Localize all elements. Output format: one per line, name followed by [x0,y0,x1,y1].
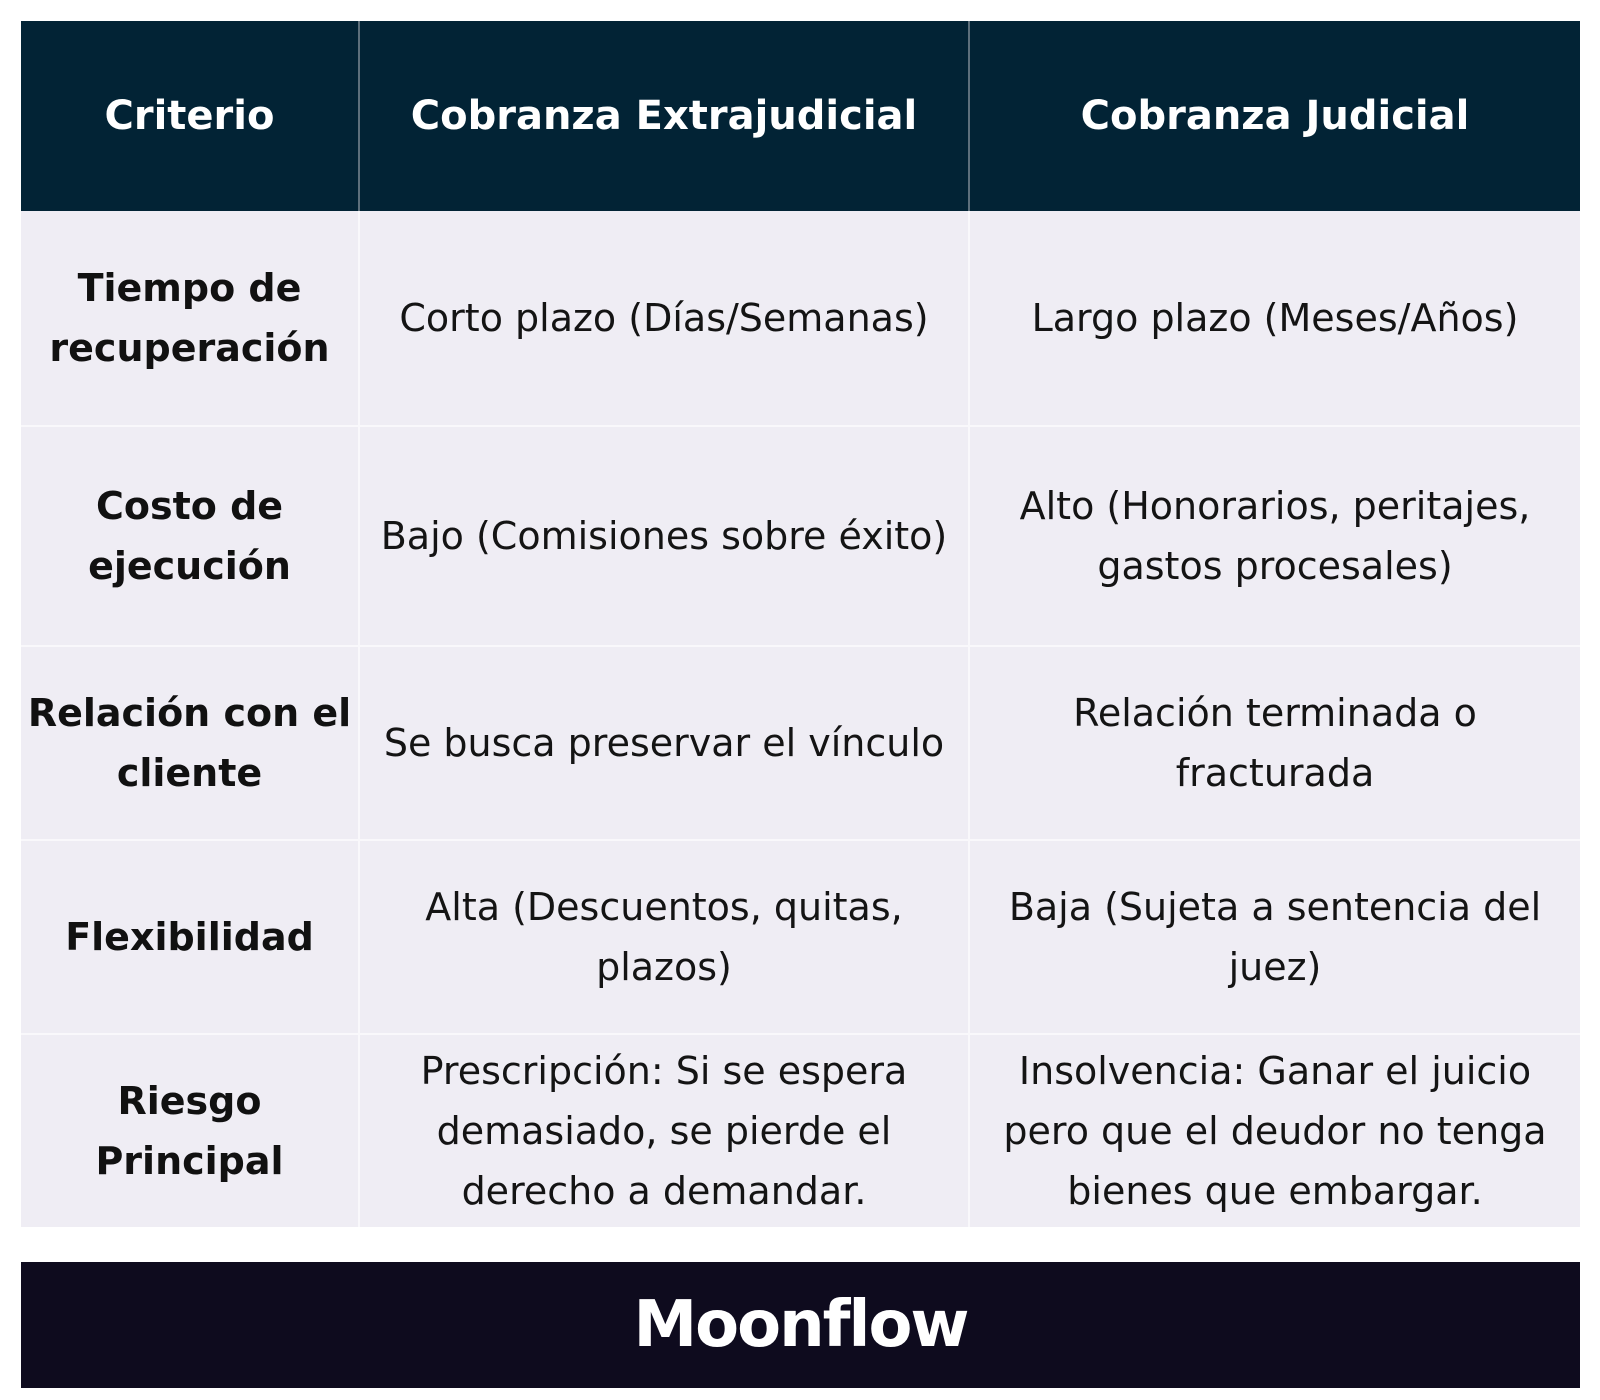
table-header [21,21,1580,211]
criterion-cell: Relación con el cliente [21,646,359,840]
table-row [21,646,1580,840]
judicial-cell: Insolvencia: Ganar el juicio pero que el deudor no tenga bienes que embargar. [969,1034,1580,1227]
table-row [21,840,1580,1034]
comparison-table [21,21,1580,1227]
table-row [21,1034,1580,1227]
brand-footer [21,1262,1580,1388]
criterion-cell: Tiempo de recuperación [21,211,359,426]
extrajudicial-cell: Corto plazo (Días/Semanas) [359,211,969,426]
criterion-cell: Flexibilidad [21,840,359,1034]
criterion-cell: Costo de ejecución [21,426,359,646]
extrajudicial-cell: Bajo (Comisiones sobre éxito) [359,426,969,646]
header-row [21,21,1580,211]
table-row [21,426,1580,646]
table-body [21,211,1580,1227]
extrajudicial-cell: Alta (Descuentos, quitas, plazos) [359,840,969,1034]
extrajudicial-cell: Prescripción: Si se espera demasiado, se pierde el derecho a demandar. [359,1034,969,1227]
brand-logo-text: Moonflow [633,1288,968,1362]
header-cobranza-judicial: Cobranza Judicial [969,21,1580,211]
table-row [21,211,1580,426]
header-cobranza-extrajudicial: Cobranza Extrajudicial [359,21,969,211]
header-criterio: Criterio [21,21,359,211]
judicial-cell: Alto (Honorarios, peritajes, gastos procesales) [969,426,1580,646]
judicial-cell: Largo plazo (Meses/Años) [969,211,1580,426]
judicial-cell: Relación terminada o fracturada [969,646,1580,840]
extrajudicial-cell: Se busca preservar el vínculo [359,646,969,840]
judicial-cell: Baja (Sujeta a sentencia del juez) [969,840,1580,1034]
criterion-cell: Riesgo Principal [21,1034,359,1227]
